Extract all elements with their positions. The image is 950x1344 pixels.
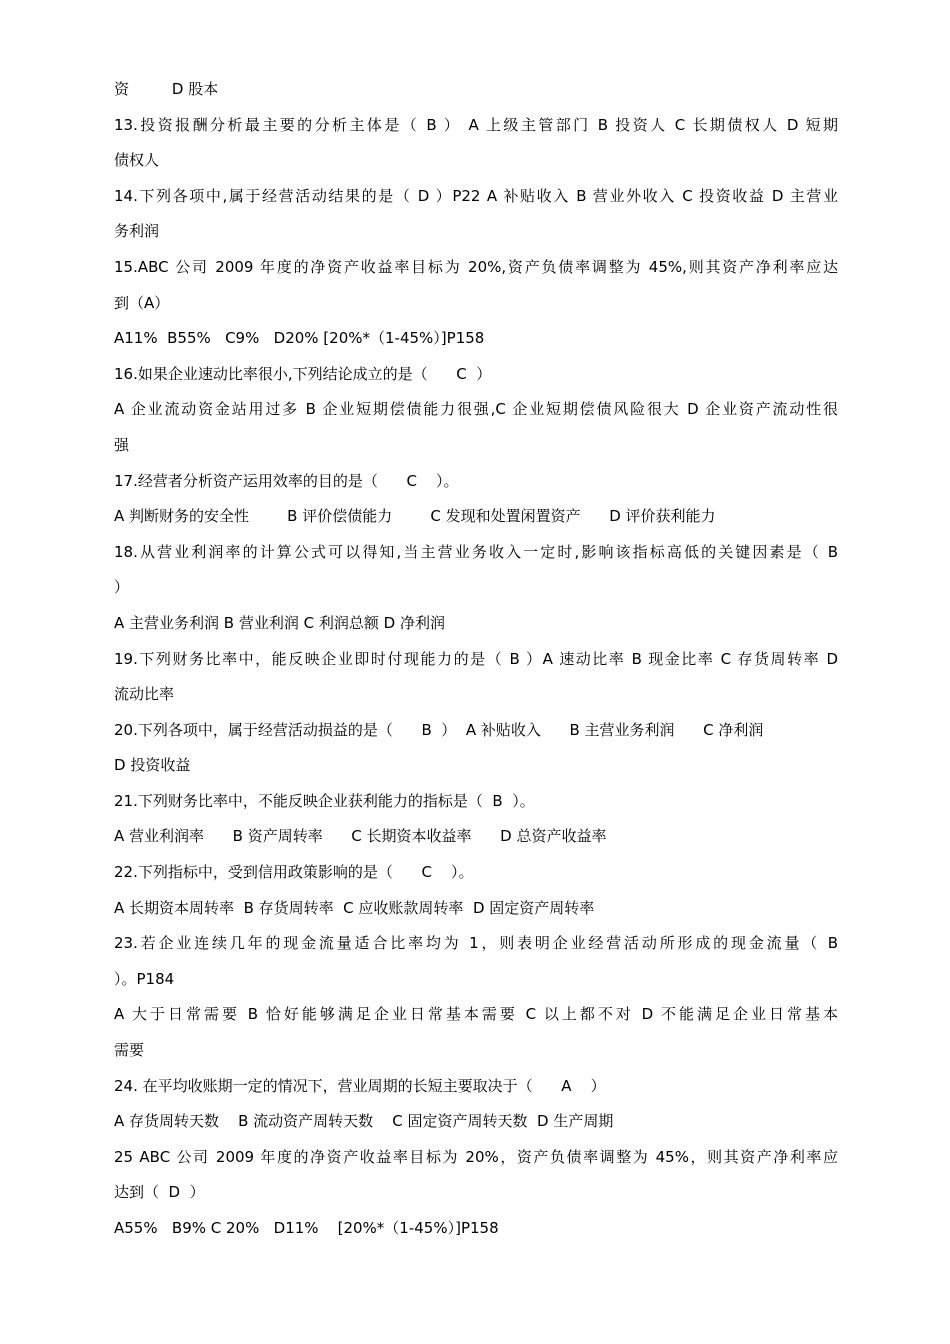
text-line: 到（A） — [114, 293, 170, 312]
text-line: D 投资收益 — [114, 756, 191, 775]
text-line: ）。P184 — [114, 969, 175, 988]
question-23: 23.若企业连续几年的现金流量适合比率均为 1，则表明企业经营活动所形成的现金流量（ B — [114, 934, 838, 953]
options-line: A 企业流动资金站用过多 B 企业短期偿债能力很强,C 企业短期偿债风险很大 D 企业资产流动性很 — [114, 400, 838, 419]
text-line: 流动比率 — [114, 685, 175, 704]
question-24: 24. 在平均收账期一定的情况下，营业周期的长短主要取决于（ A ） — [114, 1076, 606, 1095]
question-16: 16.如果企业速动比率很小,下列结论成立的是（ C ） — [114, 364, 492, 383]
question-17: 17.经营者分析资产运用效率的目的是（ C ）。 — [114, 471, 459, 490]
options-line: A11% B55% C9% D20% [20%*（1-45%）]P158 — [114, 329, 485, 348]
question-21: 21.下列财务比率中，不能反映企业获利能力的指标是（ B ）。 — [114, 791, 535, 810]
options-line: A 主营业务利润 B 营业利润 C 利润总额 D 净利润 — [114, 613, 445, 632]
question-13: 13.投资报酬分析最主要的分析主体是（ B ） A 上级主管部门 B 投资人 C 长期债权人 D 短期 — [114, 115, 838, 134]
text-line: 达到（ D ） — [114, 1183, 205, 1202]
document-body — [114, 72, 838, 1247]
question-19: 19.下列财务比率中，能反映企业即时付现能力的是（ B ）A 速动比率 B 现金比率 C 存货周转率 D — [114, 649, 838, 668]
text-line: 强 — [114, 435, 130, 454]
text-line: 资 D 股本 — [114, 80, 219, 98]
question-14: 14.下列各项中,属于经营活动结果的是（ D ）P22 A 补贴收入 B 营业外收入 C 投资收益 D 主营业 — [114, 186, 838, 205]
question-20: 20.下列各项中，属于经营活动损益的是（ B ） A 补贴收入 B 主营业务利润 C 净利润 — [114, 720, 764, 739]
text-line: ） — [114, 578, 130, 597]
text-line: 务利润 — [114, 222, 160, 241]
question-22: 22.下列指标中，受到信用政策影响的是（ C ）。 — [114, 863, 474, 882]
text-line: 债权人 — [114, 151, 160, 170]
question-25: 25 ABC 公司 2009 年度的净资产收益率目标为 20%，资产负债率调整为 45%，则其资产净利率应 — [114, 1147, 838, 1166]
options-line: A 长期资本周转率 B 存货周转率 C 应收账款周转率 D 固定资产周转率 — [114, 898, 595, 917]
options-line: A 大于日常需要 B 恰好能够满足企业日常基本需要 C 以上都不对 D 不能满足企业日常基本 — [114, 1005, 838, 1024]
options-line: A55% B9% C 20% D11% [20%*（1-45%）]P158 — [114, 1219, 499, 1237]
text-line: 需要 — [114, 1041, 145, 1060]
options-line: A 存货周转天数 B 流动资产周转天数 C 固定资产周转天数 D 生产周期 — [114, 1112, 614, 1131]
options-line: A 判断财务的安全性 B 评价偿债能力 C 发现和处置闲置资产 D 评价获利能力 — [114, 507, 716, 526]
question-15: 15.ABC 公司 2009 年度的净资产收益率目标为 20%,资产负债率调整为 45%,则其资产净利率应达 — [114, 257, 838, 276]
question-18: 18.从营业利润率的计算公式可以得知,当主营业务收入一定时,影响该指标高低的关键因素是（ B — [114, 542, 838, 561]
options-line: A 营业利润率 B 资产周转率 C 长期资本收益率 D 总资产收益率 — [114, 827, 607, 846]
